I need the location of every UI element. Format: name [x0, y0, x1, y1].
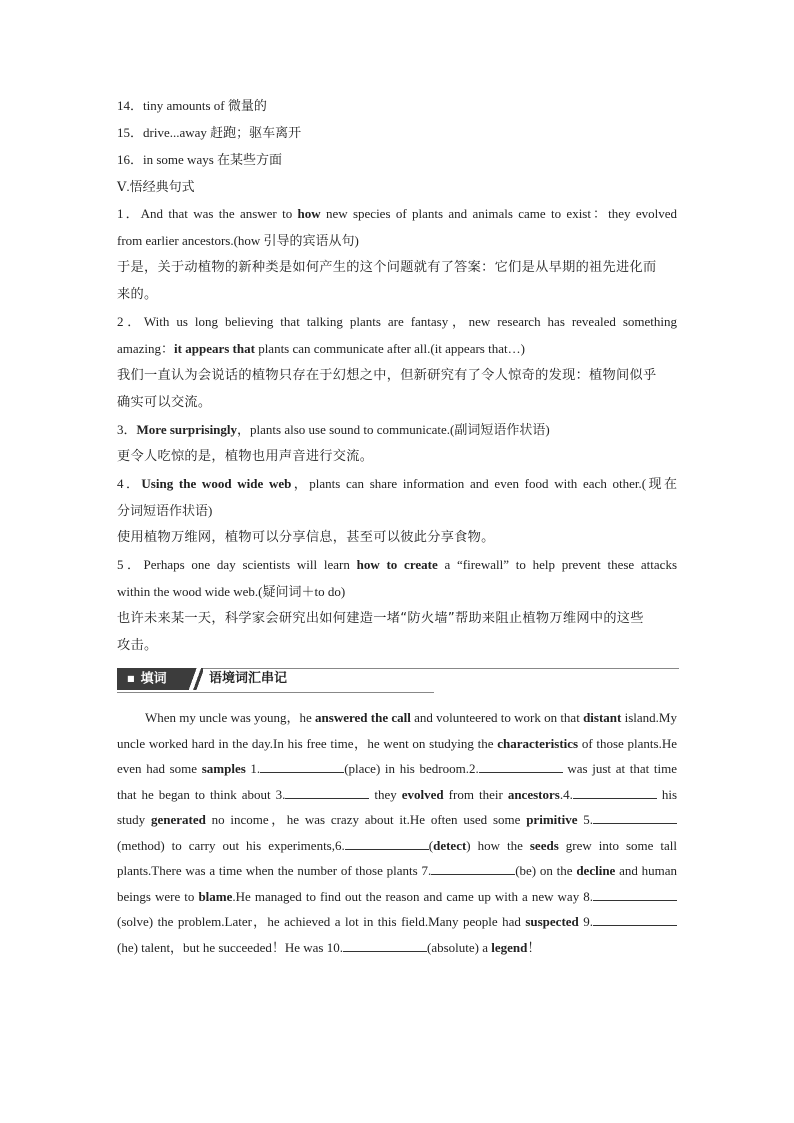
blank-6[interactable] — [345, 835, 429, 850]
blank-5[interactable] — [593, 809, 677, 824]
blank-10[interactable] — [343, 937, 427, 952]
section-banner — [117, 668, 434, 693]
page-content — [117, 95, 677, 960]
banner-tag-label: 填词 — [140, 671, 167, 687]
banner-title: 语境词汇串记 — [209, 671, 288, 686]
sentence-1-en: 1．And that was the answer to how new species of plants and animals came to exist：they evolved — [117, 206, 677, 221]
sentence-1-cn-cont: 来的。 — [117, 287, 158, 302]
sentence-2-en: 2．With us long believing that talking plants are fantasy，new research has revealed something — [117, 314, 677, 329]
item-15: 15．drive...away 赶跑；驱车离开 — [117, 125, 302, 140]
item-16: 16．in some ways 在某些方面 — [117, 152, 283, 167]
blank-8[interactable] — [593, 886, 677, 901]
blank-2[interactable] — [479, 758, 563, 773]
blank-4[interactable] — [573, 784, 657, 799]
banner-slash-decoration — [189, 668, 203, 690]
sentence-3-en: 3．More surprisingly，plants also use sound to communicate.(副词短语作状语) — [117, 422, 550, 437]
blank-9[interactable] — [593, 911, 677, 926]
sentence-2-en-cont: amazing：it appears that plants can communicate after all.(it appears that…) — [117, 341, 525, 356]
sentence-5-cn: 也许未来某一天，科学家会研究出如何建造一堵“防火墙”帮助来阻止植物万维网中的这些 — [117, 611, 644, 626]
blank-7[interactable] — [431, 860, 515, 875]
cloze-passage: When my uncle was young，he answered the call and volunteered to work on that distant island.My uncle worked hard in the day.In his free time，he went on studying the characteristics of those plants.He even had some samples 1. (place) in his bedroom.2. was just at that time that he began to think about 3. they evolved from their ancestors.4. his study generated no income，he was crazy about it.He often used some primitive 5.(method) to carry out his experiments,6. (detect) how the seeds grew into some tall plants.There was a time when the number of those plants 7. (be) on the decline and human beings were to blame.He managed to find out the reason and came up with a new way 8.(solve) the problem.Later，he achieved a lot in this field.Many people had suspected 9.(he) talent，but he succeeded！He was 10. (absolute) a legend！ — [117, 710, 678, 955]
sentence-2-cn-cont: 确实可以交流。 — [117, 395, 212, 410]
section-heading: Ⅴ.悟经典句式 — [117, 179, 195, 194]
banner-tag — [117, 668, 189, 690]
sentence-4-en: 4．Using the wood wide web，plants can share information and even food with each other.(现在 — [117, 476, 677, 491]
sentence-1-en-cont: from earlier ancestors.(how 引导的宾语从句) — [117, 233, 359, 248]
item-14: 14．tiny amounts of 微量的 — [117, 98, 267, 113]
bullet-icon: ■ — [127, 674, 135, 683]
sentence-3-cn: 更令人吃惊的是，植物也用声音进行交流。 — [117, 449, 374, 464]
blank-1[interactable] — [260, 758, 344, 773]
sentence-2-cn: 我们一直认为会说话的植物只存在于幻想之中，但新研究有了令人惊奇的发现：植物间似乎 — [117, 368, 657, 383]
sentence-1-cn: 于是，关于动植物的新种类是如何产生的这个问题就有了答案：它们是从早期的祖先进化而 — [117, 260, 657, 275]
sentence-5-en-cont: within the wood wide web.(疑问词＋to do) — [117, 584, 346, 599]
sentence-4-cn: 使用植物万维网，植物可以分享信息，甚至可以彼此分享食物。 — [117, 530, 495, 545]
blank-3[interactable] — [285, 784, 369, 799]
sentence-5-en: 5．Perhaps one day scientists will learn how to create a “firewall” to help prevent these attacks — [117, 557, 678, 572]
sentence-5-cn-cont: 攻击。 — [117, 638, 158, 653]
sentence-4-en-cont: 分词短语作状语) — [117, 503, 213, 518]
